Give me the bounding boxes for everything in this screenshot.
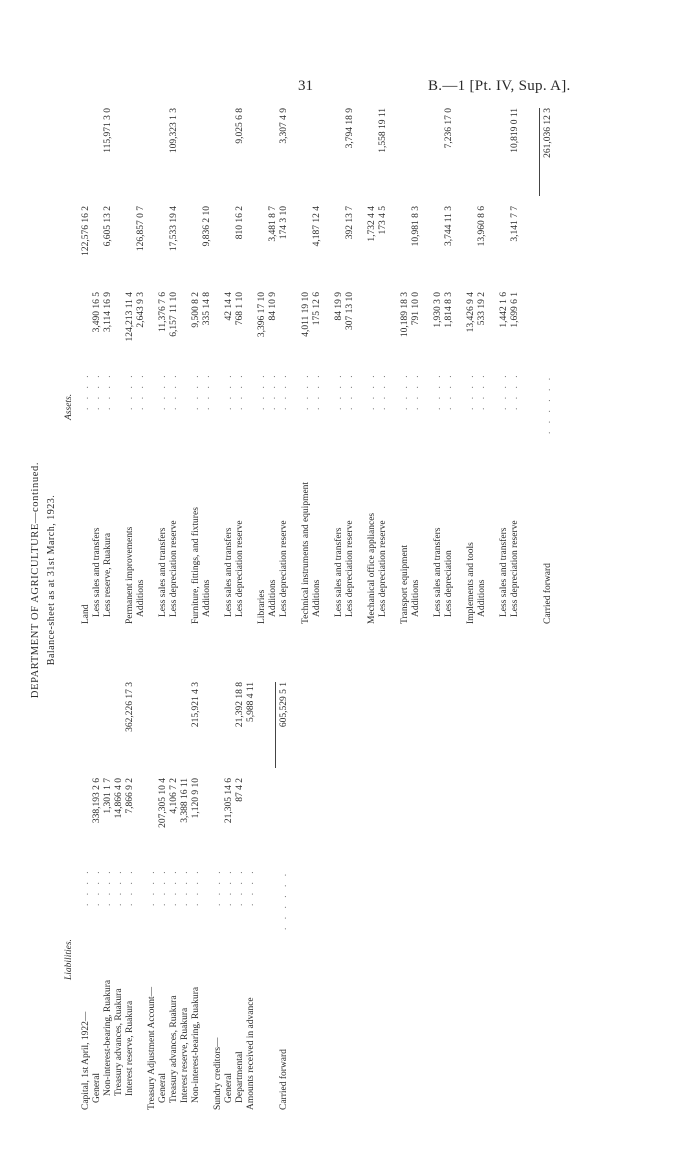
liabilities-row-label: Treasury advances, Ruakura xyxy=(114,988,124,1096)
liabilities-total-rule xyxy=(275,682,276,768)
assets-row-leader: . . . . xyxy=(191,372,201,410)
assets-row-label: Additions xyxy=(411,579,421,617)
assets-row-label: Less depreciation reserve xyxy=(510,520,520,617)
liabilities-amount: 1,301 1 7 xyxy=(103,778,113,814)
liabilities-row-label: Sundry creditors— xyxy=(213,1037,223,1110)
assets-amount: 7,236 17 0 xyxy=(444,108,454,149)
assets-carried-value: 261,036 12 3 xyxy=(543,108,553,158)
assets-amount: 4,187 12 4 xyxy=(312,206,322,247)
liabilities-amount: 14,866 4 0 xyxy=(114,778,124,819)
assets-row-label: Libraries xyxy=(257,589,267,624)
liabilities-amount: 3,388 16 11 xyxy=(180,778,190,823)
assets-amount: 13,960 8 6 xyxy=(477,206,487,247)
assets-row-leader: . . . . xyxy=(92,372,102,410)
assets-amount: 810 16 2 xyxy=(235,206,245,240)
assets-row-leader: . . . . xyxy=(367,372,377,410)
assets-amount: 4,011 19 10 xyxy=(301,292,311,337)
assets-carried-leader: . . . . . . xyxy=(543,374,553,434)
liabilities-row-label: General xyxy=(92,1072,102,1103)
assets-row-label: Permanent improvements xyxy=(125,526,135,624)
liabilities-amount: 338,193 2 6 xyxy=(92,778,102,824)
assets-row-leader: . . . . xyxy=(81,372,91,410)
assets-amount: 10,819 0 11 xyxy=(510,108,520,153)
assets-row-label: Additions xyxy=(136,579,146,617)
assets-row-leader: . . . . xyxy=(224,372,234,410)
liabilities-row-leader: . . . . xyxy=(147,868,157,906)
assets-amount: 3,396 17 10 xyxy=(257,292,267,338)
liabilities-amount: 207,305 10 4 xyxy=(158,778,168,828)
assets-row-label: Less depreciation reserve xyxy=(345,520,355,617)
assets-amount: 126,857 0 7 xyxy=(136,206,146,252)
assets-row-leader: . . . . xyxy=(334,372,344,410)
liabilities-amount: 21,305 14 6 xyxy=(224,778,234,824)
assets-amount: 6,605 13 2 xyxy=(103,206,113,247)
assets-row-label: Less depreciation reserve xyxy=(169,520,179,617)
liabilities-row-leader: . . . . xyxy=(81,868,91,906)
liabilities-amount: 7,866 9 2 xyxy=(125,778,135,814)
assets-row-leader: . . . . xyxy=(477,372,487,410)
liabilities-carried-leader: . . . . . . xyxy=(279,870,289,930)
assets-amount: 84 19 9 xyxy=(334,292,344,321)
liabilities-row xyxy=(245,682,257,1110)
assets-amount: 115,971 3 0 xyxy=(103,108,113,153)
assets-row-label: Less sales and transfers xyxy=(92,527,102,617)
assets-amount: 10,189 18 3 xyxy=(400,292,410,338)
liabilities-row-leader: . . . . xyxy=(191,868,201,906)
liabilities-row-leader: . . . . xyxy=(224,868,234,906)
assets-row-label: Less sales and transfers xyxy=(334,527,344,617)
assets-row-leader: . . . . xyxy=(279,372,289,410)
assets-row-leader: . . . . xyxy=(103,372,113,410)
assets-amount: 3,794 18 9 xyxy=(345,108,355,149)
assets-row-leader: . . . . xyxy=(268,372,278,410)
liabilities-row-leader: . . . . xyxy=(180,868,190,906)
assets-row-leader: . . . . xyxy=(301,372,311,410)
liabilities-row-label: General xyxy=(224,1072,234,1103)
assets-row-leader: . . . . xyxy=(257,372,267,410)
assets-row-label: Land xyxy=(81,604,91,624)
assets-row-label: Implements and tools xyxy=(466,542,476,624)
assets-row-label: Less reserve, Ruakura xyxy=(103,532,113,617)
assets-amount: 2,643 9 3 xyxy=(136,292,146,328)
assets-row-label: Less sales and transfers xyxy=(158,527,168,617)
liabilities-row-label: Capital, 1st April, 1922— xyxy=(81,1011,91,1110)
assets-row-label: Additions xyxy=(312,579,322,617)
assets-amount: 3,307 4 9 xyxy=(279,108,289,144)
assets-amount: 1,558 19 11 xyxy=(378,108,388,153)
assets-row-leader: . . . . xyxy=(433,372,443,410)
liabilities-amount: 1,120 9 10 xyxy=(191,778,201,819)
assets-total-rule xyxy=(539,108,540,196)
assets-row-label: Mechanical office appliances xyxy=(367,512,377,624)
assets-row-leader: . . . . xyxy=(444,372,454,410)
assets-row-label: Less depreciation reserve xyxy=(378,520,388,617)
assets-amount: 1,732 4 4 xyxy=(367,206,377,242)
assets-amount: 42 14 4 xyxy=(224,292,234,321)
assets-row-leader: . . . . xyxy=(235,372,245,410)
assets-row-label: Furniture, fittings, and fixtures xyxy=(191,507,201,624)
liabilities-row-label: Amounts received in advance xyxy=(246,997,256,1110)
liabilities-row-label: Non-interest-bearing, Ruakura xyxy=(191,986,201,1103)
liabilities-row-leader: . . . . xyxy=(213,868,223,906)
assets-amount: 122,576 16 2 xyxy=(81,206,91,256)
assets-row-label: Less sales and transfers xyxy=(433,527,443,617)
page-reference: B.—1 [Pt. IV, Sup. A]. xyxy=(428,78,571,94)
assets-amount: 791 10 0 xyxy=(411,292,421,326)
assets-row-leader: . . . . xyxy=(411,372,421,410)
assets-row-label: Less depreciation reserve xyxy=(279,520,289,617)
assets-amount: 9,500 8 2 xyxy=(191,292,201,328)
liabilities-row-leader: . . . . xyxy=(92,868,102,906)
assets-amount: 1,442 1 6 xyxy=(499,292,509,328)
liabilities-amount: 5,988 4 11 xyxy=(246,682,256,723)
liabilities-row-leader: . . . . xyxy=(125,868,135,906)
assets-row-label: Less sales and transfers xyxy=(224,527,234,617)
assets-amount: 173 4 5 xyxy=(378,206,388,235)
assets-row-leader: . . . . xyxy=(400,372,410,410)
assets-amount: 392 13 7 xyxy=(345,206,355,240)
liabilities-row-label: General xyxy=(158,1072,168,1103)
assets-row xyxy=(509,108,521,624)
liabilities-row-label: Non-interest-bearing, Ruakura xyxy=(103,979,113,1096)
assets-row-label: Additions xyxy=(202,579,212,617)
liabilities-carried-label: Carried forward xyxy=(279,1049,289,1110)
assets-amount: 1,699 6 1 xyxy=(510,292,520,328)
assets-amount: 174 3 10 xyxy=(279,206,289,240)
assets-amount: 768 1 10 xyxy=(235,292,245,326)
assets-row-label: Technical instruments and equipment xyxy=(301,481,311,624)
assets-row-leader: . . . . xyxy=(499,372,509,410)
assets-row-leader: . . . . xyxy=(158,372,168,410)
assets-amount: 13,426 9 4 xyxy=(466,292,476,333)
assets-amount: 11,376 7 6 xyxy=(158,292,168,333)
liabilities-row-leader: . . . . xyxy=(169,868,179,906)
assets-amount: 335 14 8 xyxy=(202,292,212,326)
assets-row-leader: . . . . xyxy=(466,372,476,410)
assets-row-label: Transport equipment xyxy=(400,544,410,624)
assets-row-leader: . . . . xyxy=(136,372,146,410)
assets-row-leader: . . . . xyxy=(345,372,355,410)
assets-amount: 3,744 11 3 xyxy=(444,206,454,247)
liabilities-heading: Liabilities. xyxy=(64,939,74,980)
assets-row-leader: . . . . xyxy=(202,372,212,410)
assets-amount: 3,481 8 7 xyxy=(268,206,278,242)
assets-row-label: Additions xyxy=(477,579,487,617)
assets-carried-label: Carried forward xyxy=(543,563,553,624)
assets-amount: 3,490 16 5 xyxy=(92,292,102,333)
assets-row-leader: . . . . xyxy=(378,372,388,410)
assets-amount: 124,213 11 4 xyxy=(125,292,135,342)
assets-row-label: Additions xyxy=(268,579,278,617)
liabilities-row-label: Treasury Adjustment Account— xyxy=(147,986,157,1110)
assets-amount: 1,930 3 0 xyxy=(433,292,443,328)
liabilities-amount: 87 4 2 xyxy=(235,778,245,802)
liabilities-row-leader: . . . . xyxy=(114,868,124,906)
liabilities-row-label: Interest reserve, Ruakura xyxy=(125,1000,135,1096)
sheet-title: DEPARTMENT OF AGRICULTURE—continued. xyxy=(30,461,41,699)
liabilities-row-leader: . . . . xyxy=(235,868,245,906)
sheet-subtitle: Balance-sheet as at 31st March, 1923. xyxy=(46,494,57,666)
assets-row-leader: . . . . xyxy=(125,372,135,410)
assets-heading: Assets. xyxy=(64,393,74,420)
assets-amount: 175 12 6 xyxy=(312,292,322,326)
assets-row-leader: . . . . xyxy=(312,372,322,410)
liabilities-amount: 21,392 18 8 xyxy=(235,682,245,728)
assets-amount: 3,141 7 7 xyxy=(510,206,520,242)
liabilities-row-label: Treasury advances, Ruakura xyxy=(169,995,179,1103)
assets-amount: 10,981 8 3 xyxy=(411,206,421,247)
assets-amount: 9,025 6 8 xyxy=(235,108,245,144)
liabilities-carried-value: 605,529 5 1 xyxy=(279,682,289,728)
liabilities-row-leader: . . . . xyxy=(246,868,256,906)
liabilities-row-leader: . . . . xyxy=(103,868,113,906)
assets-amount: 109,323 1 3 xyxy=(169,108,179,154)
assets-row-label: Less depreciation reserve xyxy=(235,520,245,617)
liabilities-amount: 215,921 4 3 xyxy=(191,682,201,728)
assets-row-label: Less sales and transfers xyxy=(499,527,509,617)
page-number: 31 xyxy=(298,78,313,94)
assets-amount: 9,836 2 10 xyxy=(202,206,212,247)
assets-amount: 17,533 19 4 xyxy=(169,206,179,252)
liabilities-row-leader: . . . . xyxy=(158,868,168,906)
assets-amount: 84 10 9 xyxy=(268,292,278,321)
assets-row-leader: . . . . xyxy=(510,372,520,410)
liabilities-row-label: Departmental xyxy=(235,1051,245,1103)
assets-amount: 6,157 11 10 xyxy=(169,292,179,337)
balance-sheet xyxy=(30,40,670,1120)
assets-row-leader: . . . . xyxy=(169,372,179,410)
liabilities-amount: 362,226 17 3 xyxy=(125,682,135,732)
liabilities-amount: 4,106 7 2 xyxy=(169,778,179,814)
assets-amount: 533 19 2 xyxy=(477,292,487,326)
assets-amount: 3,114 16 9 xyxy=(103,292,113,333)
assets-amount: 307 13 10 xyxy=(345,292,355,330)
liabilities-row-label: Interest reserve, Ruakura xyxy=(180,1007,190,1103)
assets-amount: 1,814 8 3 xyxy=(444,292,454,328)
assets-row-label: Less depreciation xyxy=(444,550,454,617)
